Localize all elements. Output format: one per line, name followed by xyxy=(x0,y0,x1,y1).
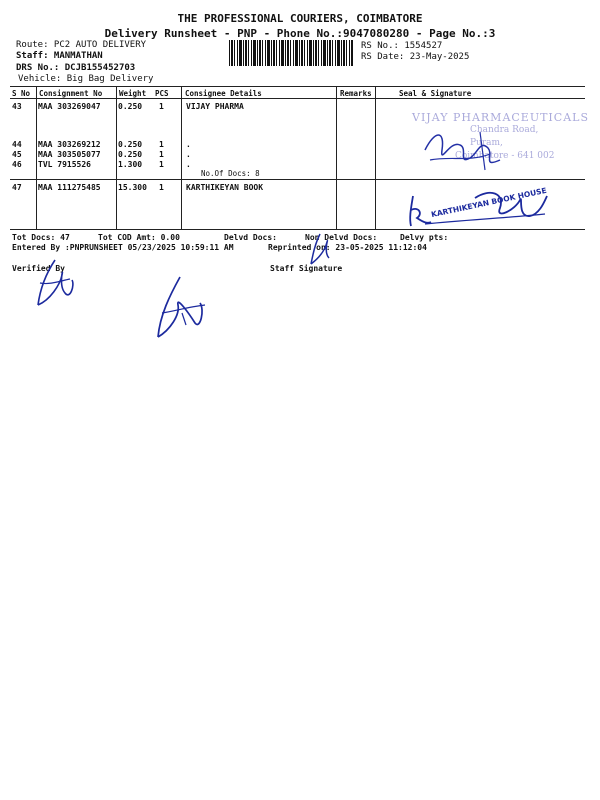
table-top-border xyxy=(10,86,585,87)
col-divider xyxy=(36,86,37,229)
barcode-icon xyxy=(229,40,353,66)
non-delivered-docs: Non Delvd Docs: xyxy=(305,233,378,242)
col-divider xyxy=(116,86,117,229)
table-row-consignee: KARTHIKEYAN BOOK xyxy=(186,183,264,192)
col-divider xyxy=(181,86,182,229)
staff-label: Staff: MANMATHAN xyxy=(16,51,103,61)
table-row-sno: 46 xyxy=(12,160,22,169)
drs-number: DRS No.: DCJB155452703 xyxy=(16,63,136,73)
no-of-docs: No.Of Docs: 8 xyxy=(201,169,260,178)
table-row-weight: 0.250 xyxy=(118,150,143,159)
table-row-sno: 47 xyxy=(12,183,22,192)
vehicle-label: Vehicle: Big Bag Delivery xyxy=(18,74,154,84)
table-row-weight: 1.300 xyxy=(118,160,143,169)
header-sno: S No xyxy=(12,89,31,98)
table-row-weight: 15.300 xyxy=(118,183,147,192)
table-row-consignment: MAA 303269047 xyxy=(38,102,101,111)
total-docs: Tot Docs: 47 xyxy=(12,233,70,242)
table-row-weight: 0.250 xyxy=(118,140,143,149)
table-header-border xyxy=(10,98,585,99)
header-consignment: Consignment No xyxy=(39,89,103,98)
stamp-address-line: Chandra Road, xyxy=(470,125,539,135)
header-pcs: PCS xyxy=(155,89,169,98)
rs-number: RS No.: 1554527 xyxy=(361,41,443,51)
header-weight: Weight xyxy=(119,89,147,98)
verified-by-label: Verified By xyxy=(12,264,65,273)
signature-handwriting: KARTHIKEYAN BOOK HOUSE xyxy=(430,185,548,220)
table-row-pcs: 1 xyxy=(159,140,164,149)
company-title: THE PROFESSIONAL COURIERS, COIMBATORE xyxy=(177,12,423,25)
entered-by: Entered By :PNPRUNSHEET 05/23/2025 10:59:11 AM xyxy=(12,243,234,252)
rs-date: RS Date: 23-May-2025 xyxy=(361,52,470,62)
table-row-sno: 45 xyxy=(12,150,22,159)
table-row-consignee: . xyxy=(186,150,191,159)
signature-icon xyxy=(150,275,215,345)
table-row-pcs: 1 xyxy=(159,150,164,159)
runsheet-subtitle: Delivery Runsheet - PNP - Phone No.:9047080280 - Page No.:3 xyxy=(104,27,496,40)
table-row-pcs: 1 xyxy=(159,102,164,111)
col-divider xyxy=(375,86,376,229)
table-row-pcs: 1 xyxy=(159,183,164,192)
table-row-consignment: TVL 7915526 xyxy=(38,160,91,169)
header-consignee: Consignee Details xyxy=(185,89,262,98)
table-row-consignment: MAA 303505077 xyxy=(38,150,101,159)
table-row-consignment: MAA 303269212 xyxy=(38,140,101,149)
table-row-sno: 43 xyxy=(12,102,22,111)
signature-icon xyxy=(30,255,80,315)
table-row-weight: 0.250 xyxy=(118,102,143,111)
table-row-consignee: . xyxy=(186,140,191,149)
stamp-address-line: Coimbatore - 641 002 xyxy=(455,151,555,161)
stamp-company-name: VIJAY PHARMACEUTICALS xyxy=(412,111,589,124)
header-seal: Seal & Signature xyxy=(399,89,472,98)
table-row-sno: 44 xyxy=(12,140,22,149)
total-cod-amount: Tot COD Amt: 0.00 xyxy=(98,233,180,242)
route-label: Route: PC2 AUTO DELIVERY xyxy=(16,40,147,50)
table-row-consignee: . xyxy=(186,160,191,169)
signature-icon xyxy=(305,232,335,267)
table-row-consignment: MAA 111275485 xyxy=(38,183,101,192)
header-remarks: Remarks xyxy=(340,89,372,98)
table-row-pcs: 1 xyxy=(159,160,164,169)
delivered-docs: Delvd Docs: xyxy=(224,233,277,242)
stamp-address-line: Puram, xyxy=(470,138,503,148)
reprinted-on: Reprinted on: 23-05-2025 11:12:04 xyxy=(268,243,427,252)
table-row-consignee: VIJAY PHARMA xyxy=(186,102,244,111)
col-divider xyxy=(336,86,337,229)
staff-signature-label: Staff Signature xyxy=(270,264,343,273)
signature-icon xyxy=(420,120,510,180)
delivery-points: Delvy pts: xyxy=(400,233,449,242)
